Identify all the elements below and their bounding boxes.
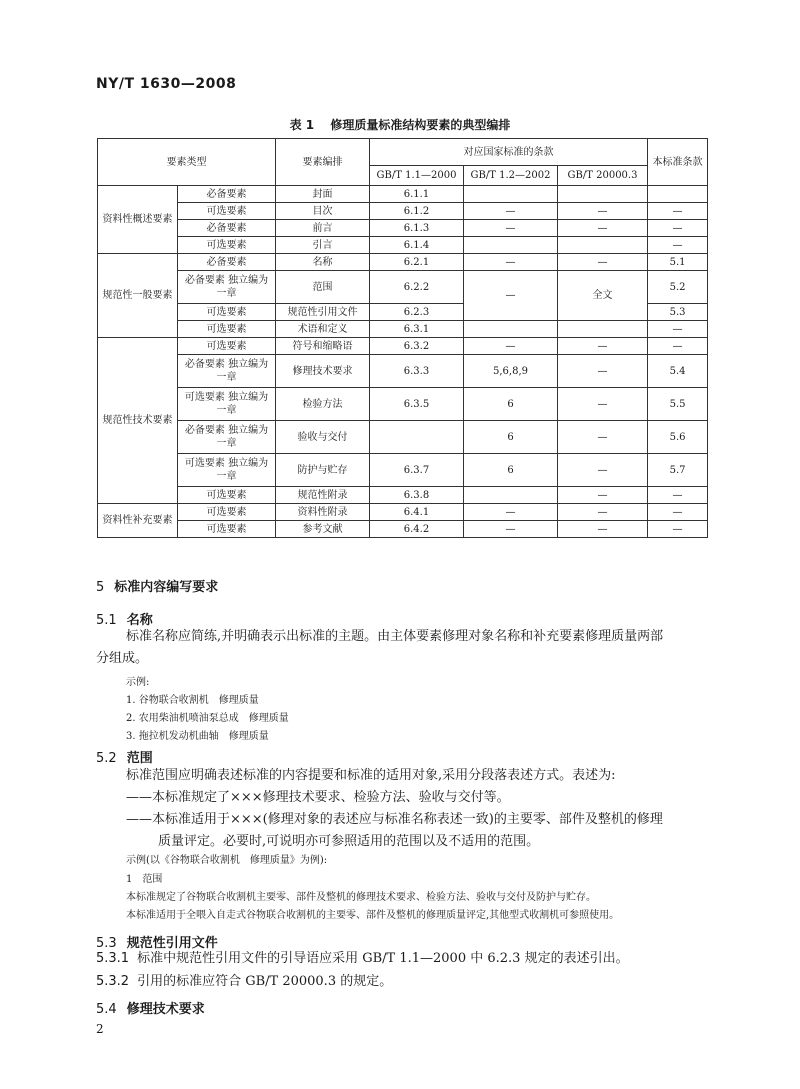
table-caption: [0, 116, 800, 133]
gb2-cell: —: [464, 271, 558, 321]
element-name-cell: 目次: [276, 203, 370, 220]
clause-text: 引用的标准应符合 GB/T 20000.3 的规定。: [137, 974, 393, 989]
req-cell: 可选要素: [178, 321, 276, 338]
gb3-cell: 全文: [558, 271, 648, 321]
gb3-cell: —: [558, 454, 648, 487]
req-cell: 可选要素 独立编为一章: [178, 454, 276, 487]
element-name-cell: 参考文献: [276, 521, 370, 538]
paragraph: 标准名称应简练,并明确表示出标准的主题。由主体要素修理对象名称和补充要素修理质量两部: [126, 629, 664, 644]
header-gb2: GB/T 1.2—2002: [464, 166, 558, 186]
gb3-cell: —: [558, 487, 648, 504]
element-name-cell: 规范性附录: [276, 487, 370, 504]
example-text: 本标准规定了谷物联合收割机主要零、部件及整机的修理技术要求、检验方法、验收与交付及防护与贮存。: [126, 892, 596, 903]
gb1-cell: 6.3.5: [370, 388, 464, 421]
req-cell: 可选要素: [178, 304, 276, 321]
clause-5-3-2: [96, 971, 392, 993]
section-5-4-heading: [96, 998, 205, 1017]
gb2-cell: [464, 487, 558, 504]
gb1-cell: 6.1.3: [370, 220, 464, 237]
gb1-cell: 6.3.3: [370, 355, 464, 388]
own-cell: —: [648, 321, 708, 338]
clause-number: 5.3.1: [96, 951, 130, 966]
gb1-cell: 6.2.1: [370, 254, 464, 271]
header-element-arrangement: 要素编排: [276, 139, 370, 186]
req-cell: 必备要素 独立编为一章: [178, 421, 276, 454]
section-number: 5: [96, 580, 105, 595]
element-name-cell: 修理技术要求: [276, 355, 370, 388]
group-informative-supplementary: 资料性补充要素: [98, 504, 178, 538]
gb3-cell: [558, 321, 648, 338]
table-number: 表 1: [289, 118, 315, 132]
element-name-cell: 规范性引用文件: [276, 304, 370, 321]
header-gb1: GB/T 1.1—2000: [370, 166, 464, 186]
gb1-cell: 6.1.1: [370, 186, 464, 203]
gb2-cell: 6: [464, 454, 558, 487]
group-normative-technical: 规范性技术要素: [98, 338, 178, 504]
element-name-cell: 资料性附录: [276, 504, 370, 521]
gb2-cell: 6: [464, 421, 558, 454]
gb2-cell: 6: [464, 388, 558, 421]
own-cell: [648, 186, 708, 203]
example-item: 2. 农用柴油机喷油泵总成 修理质量: [126, 713, 289, 724]
example-label: 示例:: [126, 677, 150, 688]
clause-text: 标准中规范性引用文件的引导语应采用 GB/T 1.1—2000 中 6.2.3 规定的表述引出。: [137, 951, 629, 966]
gb3-cell: [558, 186, 648, 203]
gb1-cell: 6.2.3: [370, 304, 464, 321]
gb3-cell: —: [558, 220, 648, 237]
gb3-cell: —: [558, 338, 648, 355]
req-cell: 可选要素: [178, 338, 276, 355]
own-cell: 5.7: [648, 454, 708, 487]
header-element-type: 要素类型: [98, 139, 276, 186]
gb3-cell: —: [558, 421, 648, 454]
paragraph: 质量评定。必要时,可说明亦可参照适用的范围以及不适用的范围。: [158, 834, 540, 849]
gb3-cell: —: [558, 355, 648, 388]
clause-5-3-1: [96, 948, 629, 970]
own-cell: —: [648, 504, 708, 521]
req-cell: 可选要素: [178, 504, 276, 521]
header-gb3: GB/T 20000.3: [558, 166, 648, 186]
gb1-cell: [370, 421, 464, 454]
gb2-cell: —: [464, 338, 558, 355]
table-title: 修理质量标准结构要素的典型编排: [330, 118, 511, 132]
section-number: 5.4: [96, 1002, 117, 1017]
paragraph: 分组成。: [96, 651, 149, 666]
gb2-cell: —: [464, 504, 558, 521]
own-cell: 5.4: [648, 355, 708, 388]
standard-code: NY/T 1630—2008: [96, 76, 237, 92]
element-name-cell: 范围: [276, 271, 370, 304]
paragraph: ——本标准适用于×××(修理对象的表述应与标准名称表述一致)的主要零、部件及整机的修理: [126, 812, 663, 827]
group-normative-general: 规范性一般要素: [98, 254, 178, 338]
gb2-cell: 5,6,8,9: [464, 355, 558, 388]
element-name-cell: 验收与交付: [276, 421, 370, 454]
element-name-cell: 防护与贮存: [276, 454, 370, 487]
element-name-cell: 检验方法: [276, 388, 370, 421]
section-number: 5.2: [96, 751, 117, 766]
gb1-cell: 6.1.2: [370, 203, 464, 220]
own-cell: —: [648, 487, 708, 504]
own-cell: 5.6: [648, 421, 708, 454]
example-text: 本标准适用于全喂入自走式谷物联合收割机的主要零、部件及整机的修理质量评定,其他型式收割机可参照使用。: [126, 910, 620, 921]
gb2-cell: [464, 321, 558, 338]
section-title: 规范性引用文件: [126, 936, 218, 951]
own-cell: 5.2: [648, 271, 708, 304]
own-cell: —: [648, 220, 708, 237]
gb3-cell: —: [558, 254, 648, 271]
gb3-cell: —: [558, 504, 648, 521]
gb1-cell: 6.4.1: [370, 504, 464, 521]
example-item: 1. 谷物联合收割机 修理质量: [126, 695, 259, 706]
group-informative-preliminary: 资料性概述要素: [98, 186, 178, 254]
req-cell: 可选要素 独立编为一章: [178, 388, 276, 421]
own-cell: —: [648, 237, 708, 254]
gb1-cell: 6.4.2: [370, 521, 464, 538]
req-cell: 必备要素: [178, 186, 276, 203]
example-heading: 1 范围: [126, 874, 163, 885]
own-cell: —: [648, 521, 708, 538]
section-title: 修理技术要求: [126, 1002, 205, 1017]
own-cell: —: [648, 338, 708, 355]
req-cell: 必备要素: [178, 220, 276, 237]
section-5-2-heading: [96, 747, 153, 766]
element-name-cell: 名称: [276, 254, 370, 271]
gb2-cell: —: [464, 220, 558, 237]
gb2-cell: —: [464, 203, 558, 220]
paragraph: ——本标准规定了×××修理技术要求、检验方法、验收与交付等。: [126, 790, 510, 805]
section-title: 范围: [126, 751, 153, 766]
gb3-cell: —: [558, 388, 648, 421]
element-name-cell: 符号和缩略语: [276, 338, 370, 355]
gb1-cell: 6.3.7: [370, 454, 464, 487]
elements-table: [97, 138, 708, 538]
section-title: 名称: [126, 613, 153, 628]
header-own-clause: 本标准条款: [648, 139, 708, 186]
req-cell: 可选要素: [178, 237, 276, 254]
example-item: 3. 拖拉机发动机曲轴 修理质量: [126, 731, 269, 742]
clause-number: 5.3.2: [96, 974, 130, 989]
gb2-cell: [464, 186, 558, 203]
gb1-cell: 6.3.2: [370, 338, 464, 355]
own-cell: —: [648, 203, 708, 220]
element-name-cell: 封面: [276, 186, 370, 203]
gb1-cell: 6.1.4: [370, 237, 464, 254]
element-name-cell: 引言: [276, 237, 370, 254]
example-label: 示例(以《谷物联合收割机 修理质量》为例):: [126, 855, 328, 866]
gb3-cell: —: [558, 521, 648, 538]
gb3-cell: [558, 237, 648, 254]
gb1-cell: 6.3.8: [370, 487, 464, 504]
section-number: 5.1: [96, 613, 117, 628]
gb1-cell: 6.2.2: [370, 271, 464, 304]
own-cell: 5.3: [648, 304, 708, 321]
gb1-cell: 6.3.1: [370, 321, 464, 338]
gb2-cell: [464, 237, 558, 254]
section-title: 标准内容编写要求: [114, 580, 219, 595]
req-cell: 可选要素: [178, 487, 276, 504]
header-counterpart-clauses: 对应国家标准的条款: [370, 139, 648, 166]
gb3-cell: —: [558, 203, 648, 220]
req-cell: 可选要素: [178, 521, 276, 538]
element-name-cell: 术语和定义: [276, 321, 370, 338]
req-cell: 可选要素: [178, 203, 276, 220]
gb2-cell: —: [464, 254, 558, 271]
element-name-cell: 前言: [276, 220, 370, 237]
section-5-heading: [96, 576, 218, 595]
section-number: 5.3: [96, 936, 117, 951]
req-cell: 必备要素: [178, 254, 276, 271]
req-cell: 必备要素 独立编为一章: [178, 355, 276, 388]
gb2-cell: —: [464, 521, 558, 538]
own-cell: 5.1: [648, 254, 708, 271]
own-cell: 5.5: [648, 388, 708, 421]
req-cell: 必备要素 独立编为一章: [178, 271, 276, 304]
page-number: 2: [96, 1022, 104, 1036]
paragraph: 标准范围应明确表述标准的内容提要和标准的适用对象,采用分段落表述方式。表述为:: [126, 768, 616, 783]
